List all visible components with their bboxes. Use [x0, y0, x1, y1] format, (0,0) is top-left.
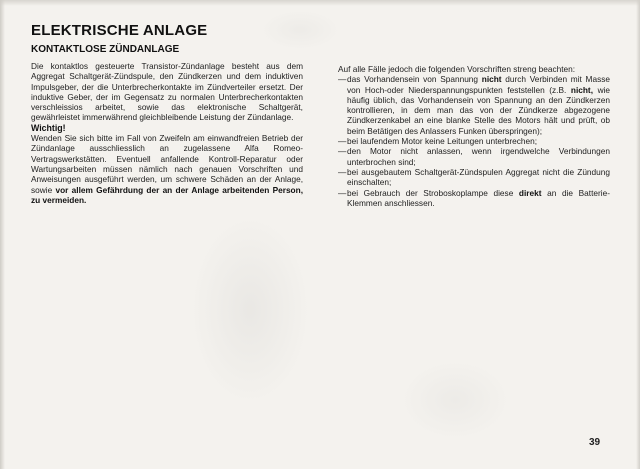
warning-paragraph	[31, 133, 303, 205]
list-item	[338, 167, 610, 188]
list-item	[338, 136, 610, 146]
right-column	[338, 64, 610, 208]
warning-text: Wenden Sie sich bitte im Fall von Zweifeln am einwandfreien Betrieb der Zündanlage ausschliesslich an zugelassene Alfa Romeo-Vertragswerkstätten. Eventuell anfallende Kontroll-Reparatur oder Wartungsarbeiten müssen nämlich nach genauen Vorschriften und Anweisungen ausgeführt werden, um schwere Schäden an der Anlage, sowie	[31, 133, 303, 195]
rule-1-text-c: wie häufig üblich, das Vorhandensein von Spannung an den Zündkerzen kontrollieren, in dem man das von der Zündkerze abgezogene Zündkerzenkabel an eine blanke Stelle des Motors hält und prüft, ob beim Betätigen des Anlassers Funken überspringen);	[347, 84, 611, 136]
list-item	[338, 188, 610, 209]
intro-paragraph: Die kontaktlos gesteuerte Transistor-Zündanlage besteht aus dem Aggregat Schaltgerät-Zündspule, den Zündkerzen und dem induktiven Impulsgeber, der die Unterbrecherkontakte im Zündverteiler ersetzt. Der induktive Geber, der im Gegensatz zu normalen Unterbrecherkontakten verschleissios arbeitet, sowie das elektronische Schaltgerät, gewährleistet immerwährend gleichbleibende Leistung der Zündanlage.	[31, 61, 303, 123]
page-edge-top	[0, 0, 640, 6]
rule-3-text: den Motor nicht anlassen, wenn irgendwelche Verbindungen unterbrochen sind;	[347, 146, 610, 167]
rule-4-text: bei ausgebautem Schaltgerät-Zündspulen Aggregat nicht die Zündung einschalten;	[347, 166, 610, 188]
rules-intro: Auf alle Fälle jedoch die folgenden Vorschriften streng beachten:	[338, 64, 576, 74]
rule-2-text: bei laufendem Motor keine Leitungen unterbrechen;	[347, 136, 538, 147]
page-title: ELEKTRISCHE ANLAGE	[31, 22, 208, 39]
page-number: 39	[589, 437, 601, 448]
page-edge-left	[0, 0, 5, 469]
warning-emphasis: vor allem Gefährdung der an der Anlage arbeitenden Person, zu vermeiden.	[31, 184, 303, 205]
rule-5-text-b: an die Batterie-Klemmen anschliessen.	[347, 187, 610, 208]
scan-smudge	[400, 360, 510, 440]
section-title: KONTAKTLOSE ZÜNDANLAGE	[31, 44, 180, 55]
rule-5-emphasis: direkt	[518, 187, 542, 198]
rule-1-text-b: durch Verbinden mit Masse von Hoch-oder Niederspannungspunkten feststellen (z.B.	[347, 74, 610, 95]
rule-5-text-a: bei Gebrauch der Stroboskoplampe diese	[347, 187, 514, 198]
left-column	[31, 61, 303, 205]
rule-1-emphasis-a: nicht	[481, 74, 502, 85]
warning-heading: Wichtig!	[31, 122, 66, 133]
scan-smudge	[190, 215, 310, 405]
page-edge-right	[636, 0, 640, 469]
rule-1-emphasis-b: nicht,	[570, 84, 593, 95]
list-item	[338, 74, 610, 136]
rule-1-text-a: das Vorhandensein von Spannung	[347, 74, 479, 85]
scan-smudge	[260, 10, 340, 50]
list-item	[338, 146, 610, 167]
rules-list	[338, 74, 610, 208]
